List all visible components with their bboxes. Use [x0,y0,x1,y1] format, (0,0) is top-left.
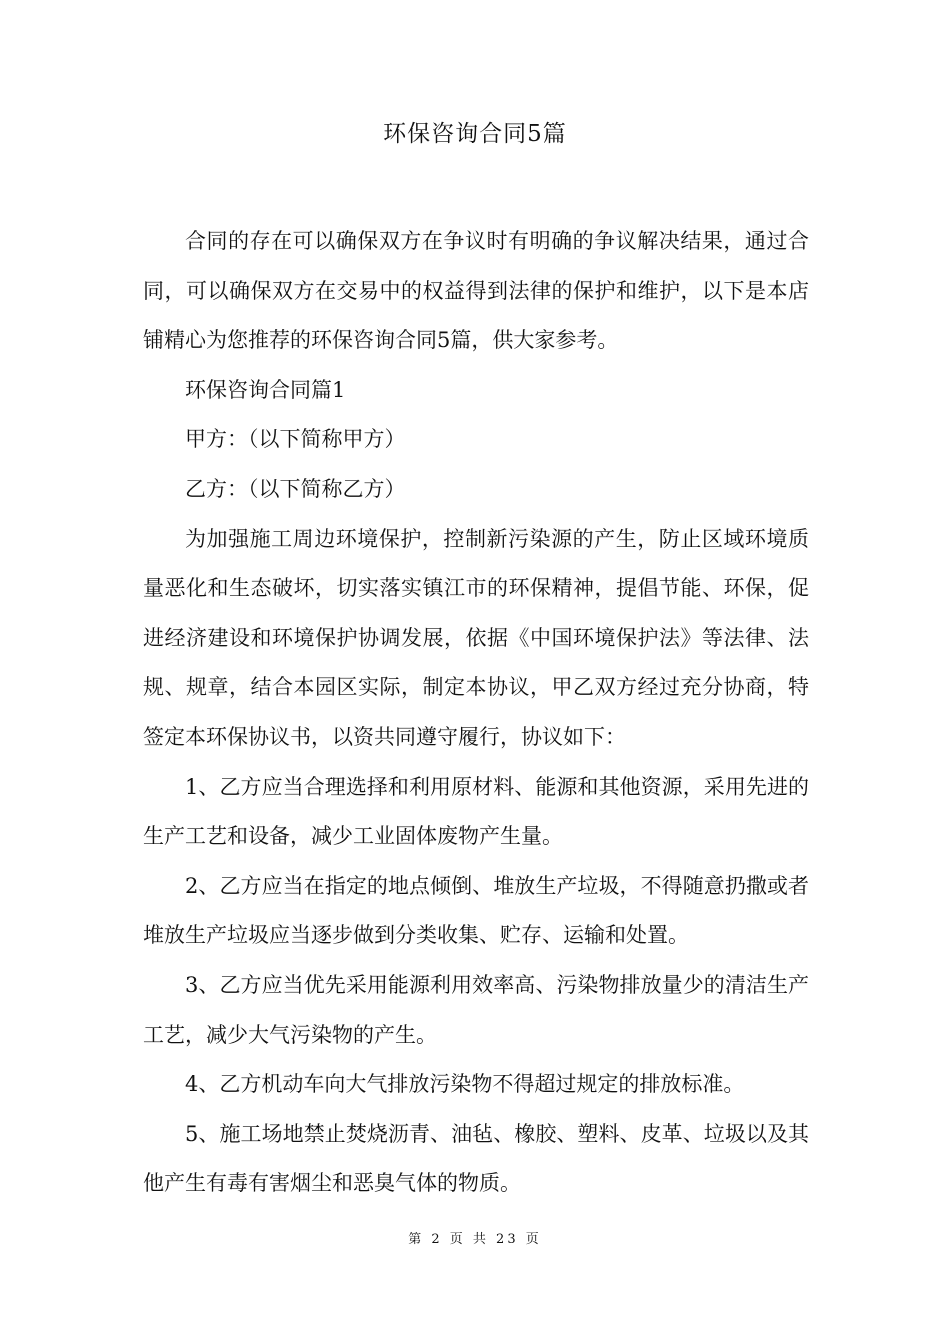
paragraph-clause-1: 1、乙方应当合理选择和利用原材料、能源和其他资源，采用先进的生产工艺和设备，减少工业固体废物产生量。 [143,774,809,849]
paragraph-clause-3: 3、乙方应当优先采用能源利用效率高、污染物排放量少的清洁生产工艺，减少大气污染物的产生。 [143,972,809,1047]
page-number-footer: 第 2 页 共 23 页 [408,1232,542,1247]
paragraph-clause-2: 2、乙方应当在指定的地点倾倒、堆放生产垃圾，不得随意扔撒或者堆放生产垃圾应当逐步做到分类收集、贮存、运输和处置。 [143,873,809,948]
paragraph-contract-heading: 环保咨询合同篇1 [185,377,346,402]
paragraph-party-b: 乙方：（以下简称乙方） [185,476,406,501]
paragraph-clause-5: 5、施工场地禁止焚烧沥青、油毡、橡胶、塑料、皮革、垃圾以及其他产生有毒有害烟尘和恶臭气体的物质。 [143,1121,809,1196]
paragraph-clause-4: 4、乙方机动车向大气排放污染物不得超过规定的排放标准。 [185,1072,745,1097]
paragraph-party-a: 甲方：（以下简称甲方） [185,427,406,452]
paragraph-preamble: 为加强施工周边环境保护，控制新污染源的产生，防止区域环境质量恶化和生态破坏，切实落实镇江市的环保精神，提倡节能、环保，促进经济建设和环境保护协调发展，依据《中国环境保护法》等法律、法规、规章，结合本园区实际，制定本协议，甲乙双方经过充分协商，特签定本环保协议书，以资共同遵守履行，协议如下： [143,526,809,749]
document-title: 环保咨询合同5篇 [383,121,567,147]
document-body [143,217,809,1209]
paragraph-intro: 合同的存在可以确保双方在争议时有明确的争议解决结果，通过合同，可以确保双方在交易中的权益得到法律的保护和维护，以下是本店铺精心为您推荐的环保咨询合同5篇，供大家参考。 [143,229,809,353]
